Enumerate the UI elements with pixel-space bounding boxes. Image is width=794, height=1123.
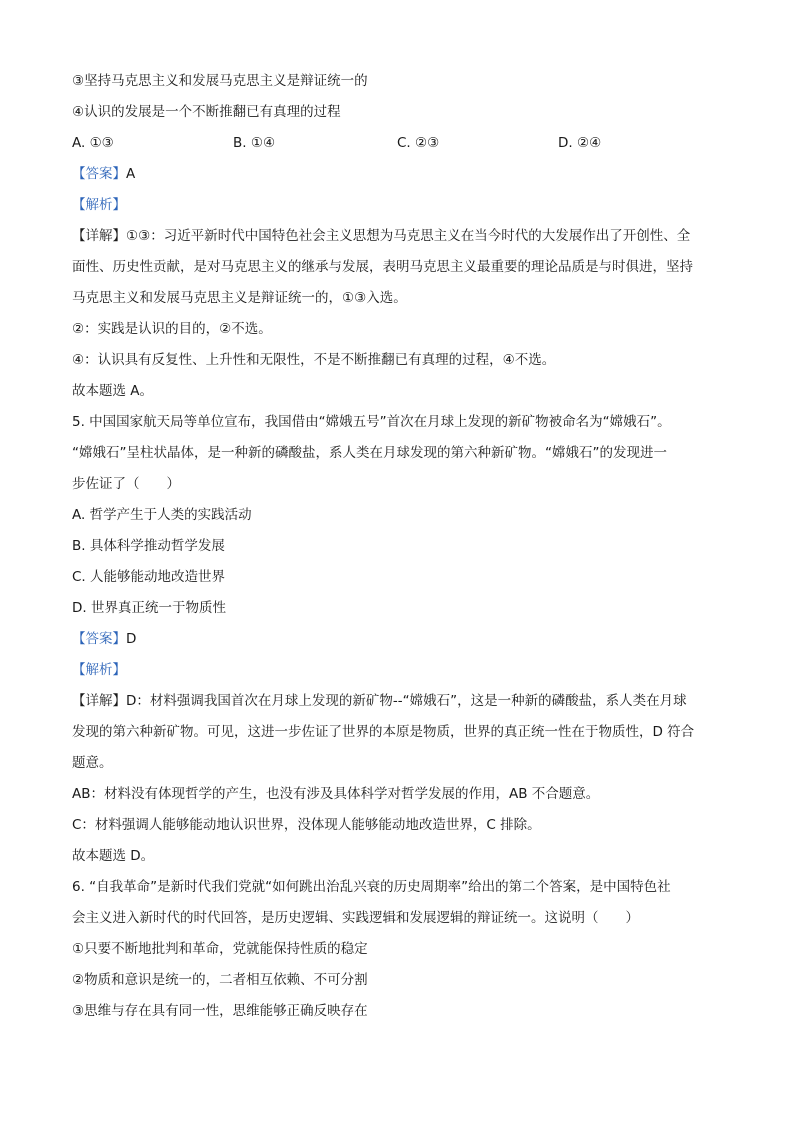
q5-detail-line: 题意。	[72, 755, 113, 771]
q5-option-b: B. 具体科学推动哲学发展	[72, 538, 225, 554]
q5-stem-line: 5. 中国国家航天局等单位宣布，我国借由“嫦娥五号”首次在月球上发现的新矿物被命名为“嫦娥石”。	[72, 414, 671, 430]
q5-stem-line: “嫦娥石”呈柱状晶体，是一种新的磷酸盐，系人类在月球发现的第六种新矿物。“嫦娥石”的发现进一	[72, 445, 667, 461]
q4-detail-line: ②：实践是认识的目的，②不选。	[72, 321, 272, 337]
q5-stem-line: 步佐证了（ ）	[72, 476, 180, 492]
analysis-tag: 【解析】	[72, 662, 126, 678]
q6-option-3: ③思维与存在具有同一性，思维能够正确反映存在	[72, 1003, 368, 1019]
q5-conclusion: 故本题选 D。	[72, 848, 155, 864]
q4-choices	[72, 128, 732, 159]
q4-detail-line	[72, 221, 732, 252]
q5-answer	[72, 624, 732, 655]
q4-analysis-heading	[72, 190, 732, 221]
detail-tag: 【详解】	[72, 228, 126, 244]
q4-detail-line: 马克思主义和发展马克思主义是辩证统一的，①③入选。	[72, 290, 407, 306]
q5-option-d: D. 世界真正统一于物质性	[72, 600, 226, 616]
q6-stem-line: 会主义进入新时代的时代回答，是历史逻辑、实践逻辑和发展逻辑的辩证统一。这说明（ ）	[72, 910, 639, 926]
analysis-tag: 【解析】	[72, 197, 126, 213]
detail-text: D：材料强调我国首次在月球上发现的新矿物--“嫦娥石”，这是一种新的磷酸盐，系人类在月球	[126, 693, 687, 709]
q4-answer	[72, 159, 732, 190]
q5-detail-line: 发现的第六种新矿物。可见，这进一步佐证了世界的本原是物质，世界的真正统一性在于物质性，D 符合	[72, 724, 695, 740]
q5-detail-line: AB：材料没有体现哲学的产生，也没有涉及具体科学对哲学发展的作用，AB 不合题意。	[72, 786, 600, 802]
answer-value: A	[126, 166, 136, 182]
q4-option-4: ④认识的发展是一个不断推翻已有真理的过程	[72, 104, 341, 120]
q4-choice-c: C. ②③	[397, 135, 440, 151]
q6-stem-line: 6. “自我革命”是新时代我们党就“如何跳出治乱兴衰的历史周期率”给出的第二个答案，是中国特色社	[72, 879, 671, 895]
q6-option-2: ②物质和意识是统一的，二者相互依赖、不可分割	[72, 972, 368, 988]
answer-tag: 【答案】	[72, 631, 126, 647]
q5-analysis-heading	[72, 655, 732, 686]
q4-conclusion: 故本题选 A。	[72, 383, 154, 399]
q4-choice-d: D. ②④	[558, 135, 602, 151]
detail-tag: 【详解】	[72, 693, 126, 709]
q4-detail-line: ④：认识具有反复性、上升性和无限性，不是不断推翻已有真理的过程，④不选。	[72, 352, 556, 368]
document-page	[72, 66, 732, 1027]
q4-detail-line: 面性、历史性贡献，是对马克思主义的继承与发展，表明马克思主义最重要的理论品质是与时俱进，坚持	[72, 259, 693, 275]
q4-option-3: ③坚持马克思主义和发展马克思主义是辩证统一的	[72, 73, 368, 89]
q5-option-a: A. 哲学产生于人类的实践活动	[72, 507, 252, 523]
q5-detail-line: C：材料强调人能够能动地认识世界，没体现人能够能动地改造世界，C 排除。	[72, 817, 541, 833]
q4-choice-b: B. ①④	[233, 135, 276, 151]
answer-value: D	[126, 631, 137, 647]
q4-choice-a: A. ①③	[72, 135, 114, 151]
answer-tag: 【答案】	[72, 166, 126, 182]
q5-option-c: C. 人能够能动地改造世界	[72, 569, 226, 585]
q5-detail-line	[72, 686, 732, 717]
detail-text: ①③：习近平新时代中国特色社会主义思想为马克思主义在当今时代的大发展作出了开创性、全	[126, 228, 691, 244]
q6-option-1: ①只要不断地批判和革命，党就能保持性质的稳定	[72, 941, 368, 957]
